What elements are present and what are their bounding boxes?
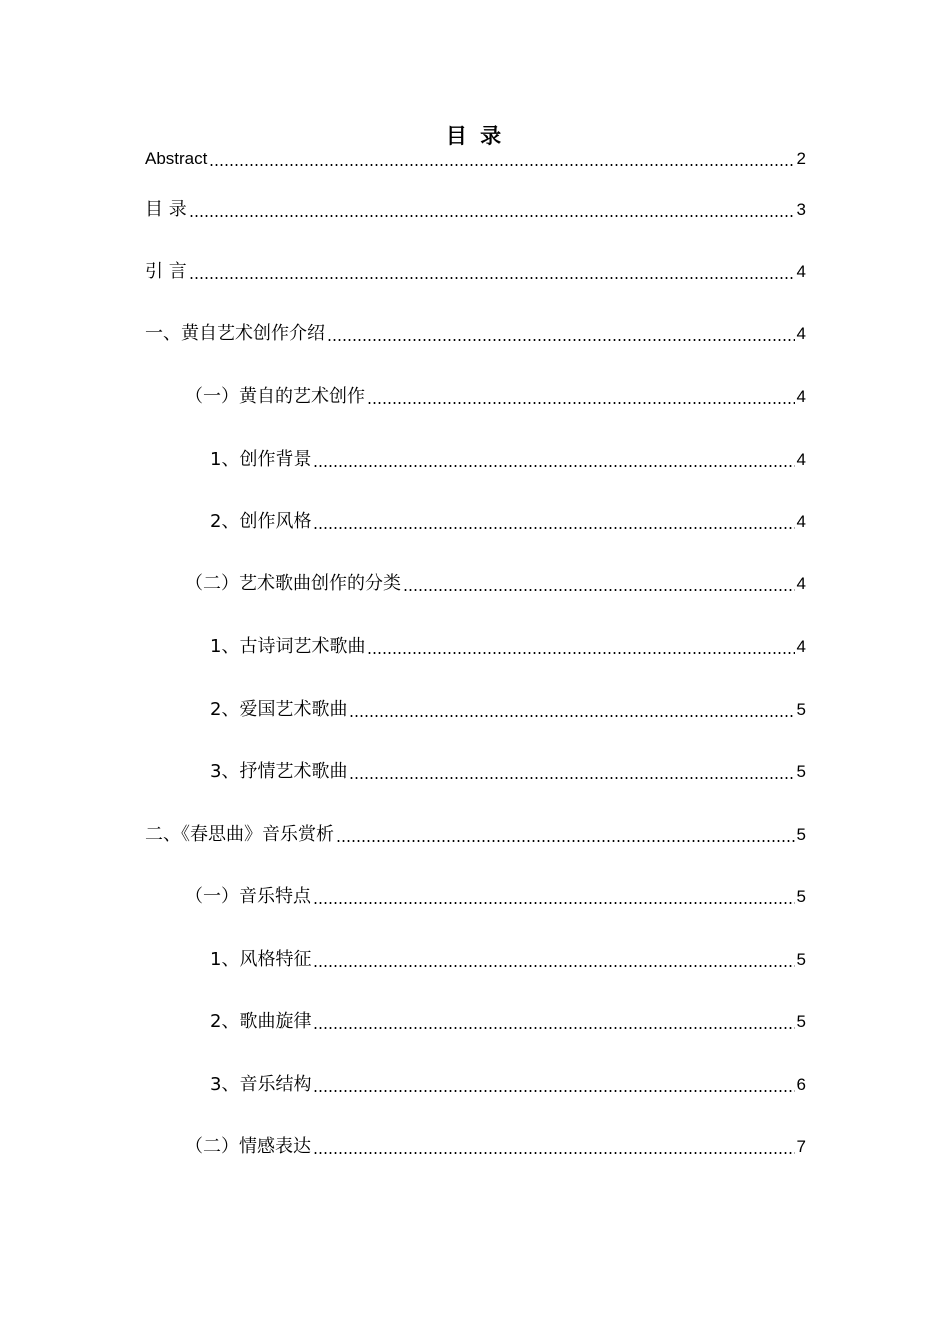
toc-page-number: 5 [796, 950, 806, 969]
toc-dot-leader [189, 215, 795, 217]
toc-dot-leader [313, 902, 795, 904]
toc-entry-subsection[interactable] [145, 760, 806, 784]
toc-page-number: 3 [796, 200, 806, 219]
toc-dot-leader [349, 777, 794, 779]
toc-dot-leader [367, 402, 795, 404]
toc-entry-subsection[interactable] [145, 948, 806, 972]
toc-entry-text: 目 录 [145, 199, 187, 220]
toc-list [145, 0, 806, 1344]
toc-page-number: 5 [796, 1012, 806, 1031]
toc-entry-text: 2、爱国艺术歌曲 [210, 699, 348, 720]
toc-page-number: 6 [796, 1075, 806, 1094]
toc-entry-subsection[interactable] [145, 1010, 806, 1034]
toc-entry-text: 1、古诗词艺术歌曲 [210, 636, 366, 657]
toc-entry-abstract[interactable] [145, 147, 806, 171]
toc-page-number: 5 [796, 700, 806, 719]
toc-entry-subsection[interactable] [145, 1073, 806, 1097]
toc-dot-leader [209, 164, 794, 166]
toc-page-number: 4 [796, 387, 806, 406]
toc-entry-text: 一、黄自艺术创作介绍 [145, 323, 325, 344]
toc-entry-text: （一）黄自的艺术创作 [185, 386, 365, 407]
toc-dot-leader [367, 652, 794, 654]
toc-dot-leader [313, 1090, 794, 1092]
toc-title: 目 录 [445, 124, 505, 148]
toc-dot-leader [313, 965, 794, 967]
toc-entry-text: 2、创作风格 [210, 511, 312, 532]
toc-entry-introduction[interactable] [145, 260, 806, 284]
toc-entry-text: Abstract [145, 149, 208, 168]
toc-entry-text: （二）情感表达 [185, 1136, 311, 1157]
toc-entry-text: 引 言 [145, 261, 187, 282]
toc-entry-subsection[interactable] [145, 635, 806, 659]
toc-dot-leader [313, 527, 794, 529]
toc-entry-subsection[interactable] [145, 448, 806, 472]
toc-dot-leader [349, 715, 794, 717]
toc-entry-section-2-2[interactable] [145, 1135, 806, 1159]
toc-dot-leader [189, 277, 795, 279]
toc-dot-leader [313, 1152, 795, 1154]
toc-page-number: 5 [796, 887, 806, 906]
toc-entry-text: 1、风格特征 [210, 949, 312, 970]
toc-entry-text: 二、《春思曲》音乐赏析 [145, 824, 334, 845]
toc-entry-chapter-2[interactable] [145, 823, 806, 847]
toc-page-number: 4 [796, 637, 806, 656]
toc-page-number: 7 [796, 1137, 806, 1156]
toc-entry-text: 3、音乐结构 [210, 1074, 312, 1095]
toc-page-number: 4 [796, 324, 806, 343]
toc-entry-section-2-1[interactable] [145, 885, 806, 909]
toc-dot-leader [313, 1027, 794, 1029]
toc-page-number: 4 [796, 450, 806, 469]
toc-dot-leader [313, 465, 794, 467]
toc-entry-contents[interactable] [145, 198, 806, 222]
toc-page-number: 2 [796, 149, 806, 168]
toc-dot-leader [403, 589, 795, 591]
toc-entry-text: 2、歌曲旋律 [210, 1011, 312, 1032]
toc-entry-subsection[interactable] [145, 510, 806, 534]
toc-entry-text: 1、创作背景 [210, 449, 312, 470]
toc-entry-text: 3、抒情艺术歌曲 [210, 761, 348, 782]
toc-entry-section-1-1[interactable] [145, 385, 806, 409]
toc-entry-subsection[interactable] [145, 698, 806, 722]
toc-page-number: 5 [796, 762, 806, 781]
toc-page-number: 5 [796, 825, 806, 844]
toc-page-number: 4 [796, 262, 806, 281]
toc-entry-text: （一）音乐特点 [185, 886, 311, 907]
toc-dot-leader [336, 840, 795, 842]
toc-entry-section-1-2[interactable] [145, 572, 806, 596]
toc-entry-text: （二）艺术歌曲创作的分类 [185, 573, 401, 594]
toc-page-number: 4 [796, 574, 806, 593]
toc-page-number: 4 [796, 512, 806, 531]
toc-entry-chapter-1[interactable] [145, 322, 806, 346]
toc-dot-leader [327, 339, 795, 341]
